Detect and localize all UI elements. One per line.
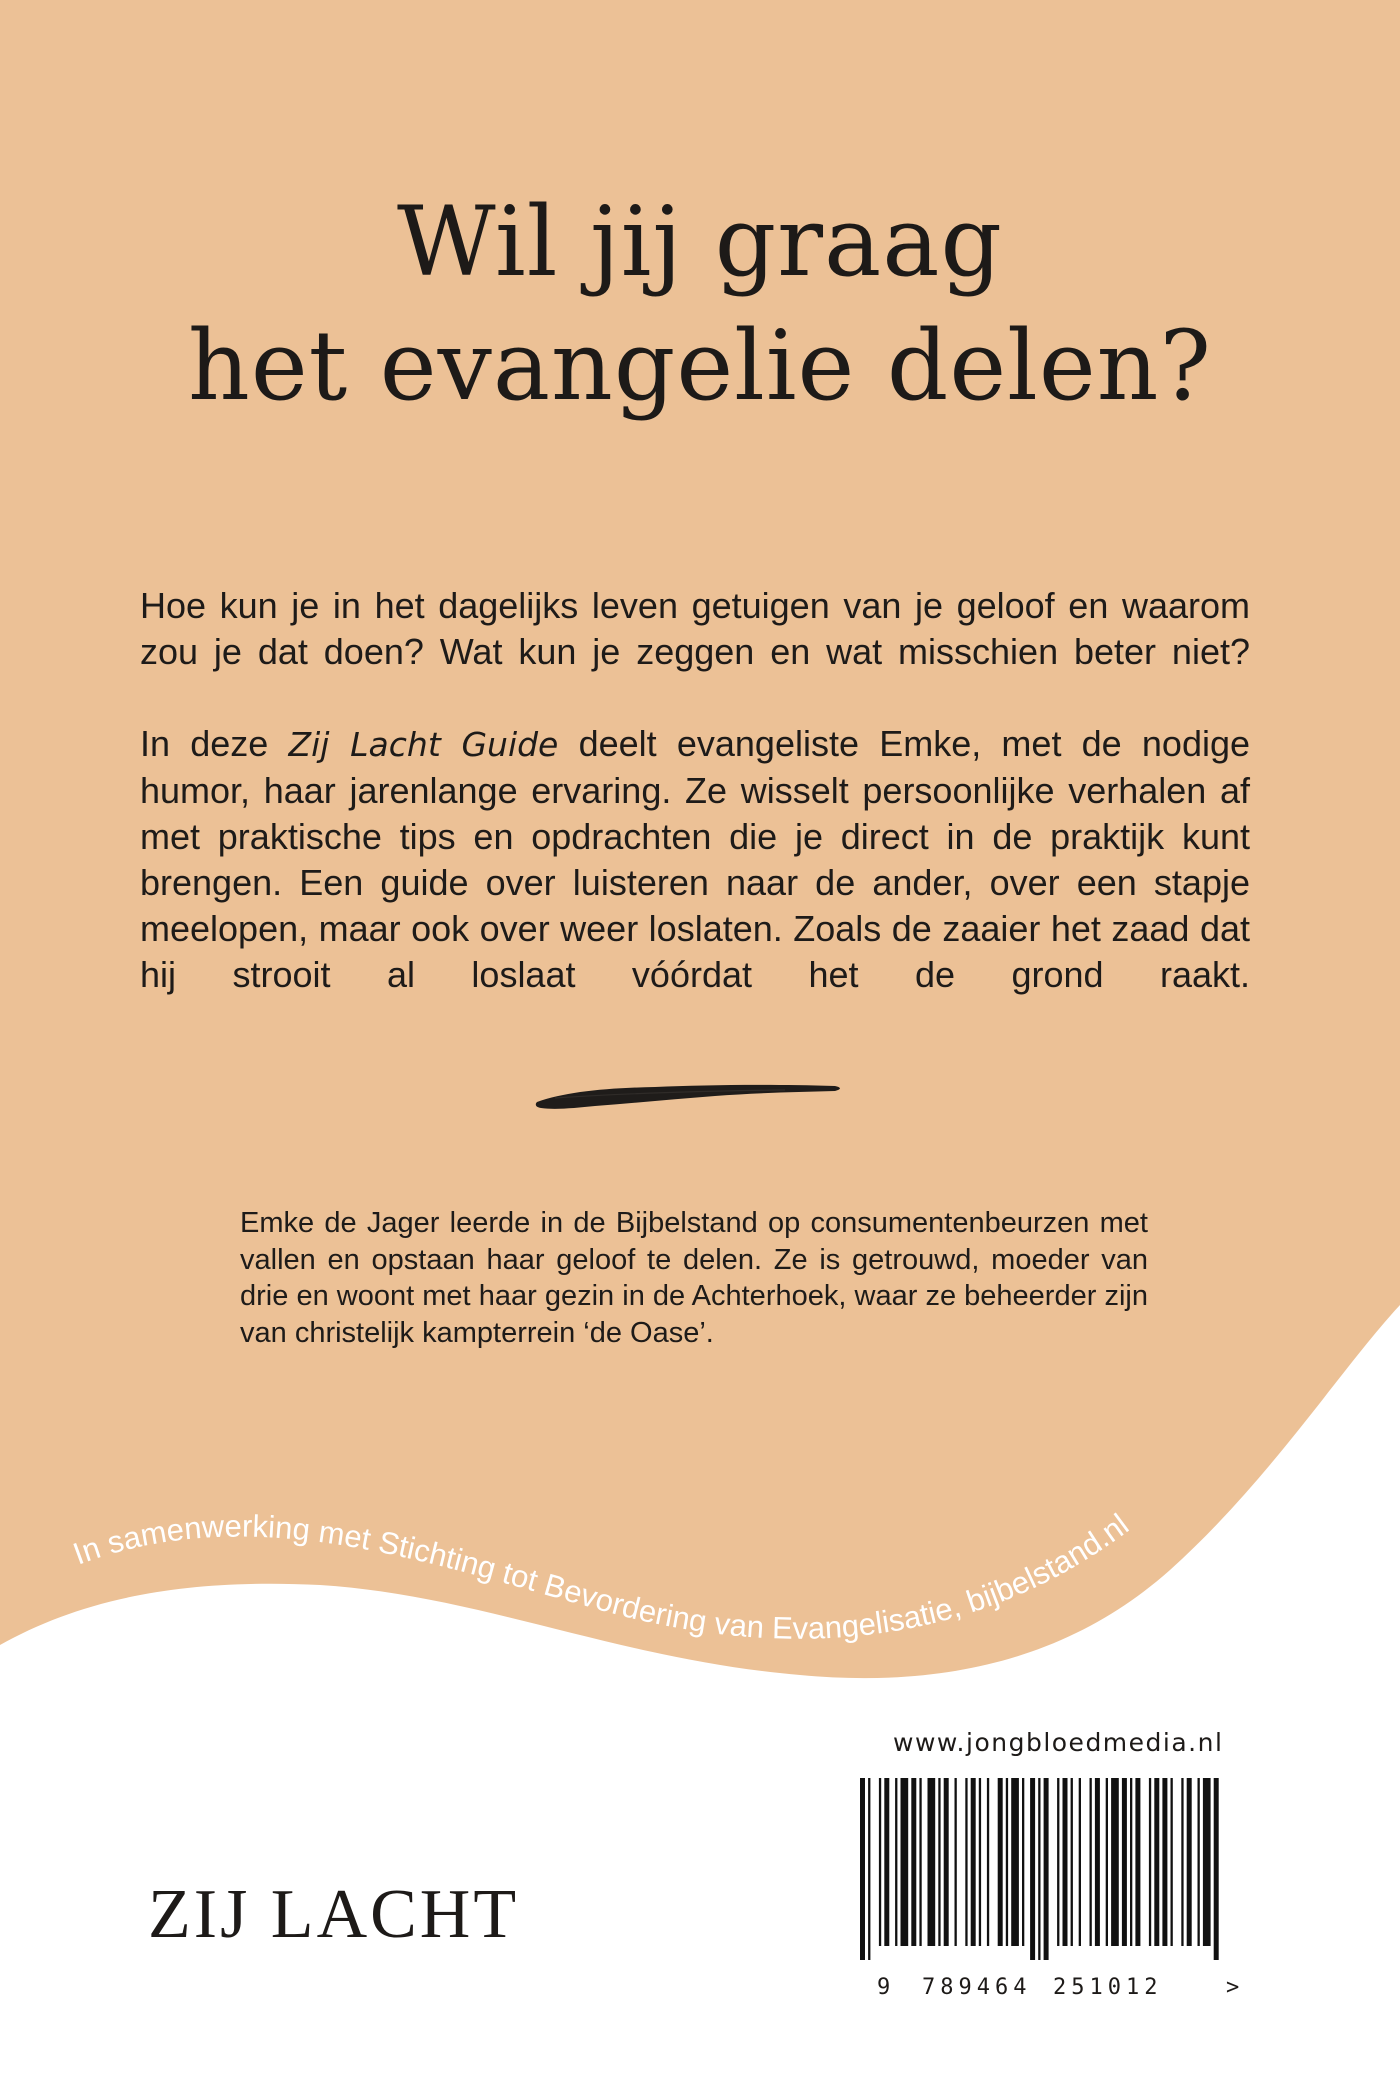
barcode-bar bbox=[1071, 1778, 1073, 1946]
barcode-bar bbox=[1198, 1778, 1200, 1946]
barcode-bar bbox=[979, 1778, 981, 1946]
barcode-bar bbox=[928, 1778, 936, 1946]
barcode-bar bbox=[987, 1778, 989, 1946]
barcode-bar bbox=[1011, 1778, 1019, 1946]
barcode-bar bbox=[1135, 1778, 1140, 1946]
publisher-url[interactable]: www.jongbloedmedia.nl bbox=[893, 1728, 1224, 1757]
barcode-bar bbox=[1090, 1778, 1092, 1946]
barcode-bar bbox=[998, 1778, 1003, 1946]
barcode-bar bbox=[965, 1778, 967, 1946]
barcode-bar bbox=[860, 1778, 865, 1960]
barcode-bar bbox=[1106, 1778, 1108, 1946]
barcode-bar bbox=[879, 1778, 881, 1946]
barcode-bar bbox=[1187, 1778, 1192, 1946]
intro-paragraph-2-rest: deelt evangeliste Emke, met de nodige humor, haar jarenlange ervaring. Ze wisselt persoonlijke verhalen af met praktische tips en opdrachten die je direct in de praktijk kunt brengen. Een guide over luisteren naar de ander, over een stapje meelopen, maar ook over weer loslaten. Zoals de zaaier het zaad dat hij strooit al loslaat vóórdat het de grond raakt. bbox=[140, 723, 1251, 995]
barcode-bar bbox=[1095, 1778, 1100, 1946]
collaboration-text bbox=[68, 1507, 1135, 1646]
barcode-bar bbox=[1154, 1778, 1159, 1946]
barcode-bar bbox=[868, 1778, 870, 1960]
barcode-bar bbox=[895, 1778, 897, 1946]
barcode-bar bbox=[1130, 1778, 1132, 1946]
barcode-bar bbox=[1181, 1778, 1183, 1946]
isbn-suffix: > bbox=[1226, 1975, 1245, 2000]
barcode-bar bbox=[911, 1778, 916, 1946]
barcode-bar bbox=[1006, 1778, 1008, 1946]
isbn-prefix: 9 bbox=[877, 1975, 896, 2000]
barcode-icon bbox=[858, 1778, 1220, 1960]
barcode-bar bbox=[919, 1778, 921, 1946]
barcode-bar bbox=[1171, 1778, 1173, 1946]
barcode-bar bbox=[1057, 1778, 1059, 1946]
headline-line-2: het evangelie delen? bbox=[188, 310, 1212, 422]
collaboration-text-path: In samenwerking met Stichting tot Bevordering van Evangelisatie, bijbelstand.nl bbox=[68, 1506, 1136, 1646]
barcode-bar bbox=[1214, 1778, 1219, 1960]
barcode-bar bbox=[1122, 1778, 1127, 1946]
barcode-bar bbox=[1044, 1778, 1049, 1960]
intro-paragraph-2-start: In deze bbox=[140, 723, 289, 764]
barcode-bar bbox=[1030, 1778, 1035, 1960]
headline-line-1: Wil jij graag bbox=[397, 186, 1003, 298]
isbn-group-1: 789464 bbox=[922, 1975, 1032, 2000]
barcode-bar bbox=[1079, 1778, 1081, 1946]
intro-paragraph-1: Hoe kun je in het dagelijks leven getuigen van je geloof en waarom zou je dat doen? Wat kun je zeggen en wat misschien beter niet? bbox=[140, 585, 1250, 672]
barcode-bar bbox=[938, 1778, 940, 1946]
barcode-bar bbox=[1203, 1778, 1211, 1946]
barcode-bar bbox=[1111, 1778, 1119, 1946]
barcode-bar bbox=[1162, 1778, 1167, 1946]
barcode-bar bbox=[971, 1778, 976, 1946]
isbn-group-2: 251012 bbox=[1053, 1975, 1163, 2000]
barcode-bar bbox=[944, 1778, 949, 1946]
barcode-bar bbox=[1063, 1778, 1068, 1946]
barcode-bar bbox=[884, 1778, 889, 1946]
zij-lacht-logo: ZIJ LACHT bbox=[148, 1876, 520, 1953]
guide-title-italic: Zij Lacht Guide bbox=[288, 725, 559, 764]
barcode-bar bbox=[1022, 1778, 1024, 1946]
author-bio: Emke de Jager leerde in de Bijbelstand op consumentenbeurzen met vallen en opstaan haar geloof te delen. Ze is getrouwd, moeder van drie en woont met haar gezin in de Achterhoek, waar ze beheerder zijn van christelijk kampterrein ‘de Oase’. bbox=[240, 1207, 1148, 1349]
barcode-bar bbox=[1038, 1778, 1040, 1960]
barcode-bar bbox=[1149, 1778, 1151, 1946]
barcode-bar bbox=[955, 1778, 957, 1946]
barcode-bar bbox=[901, 1778, 909, 1946]
